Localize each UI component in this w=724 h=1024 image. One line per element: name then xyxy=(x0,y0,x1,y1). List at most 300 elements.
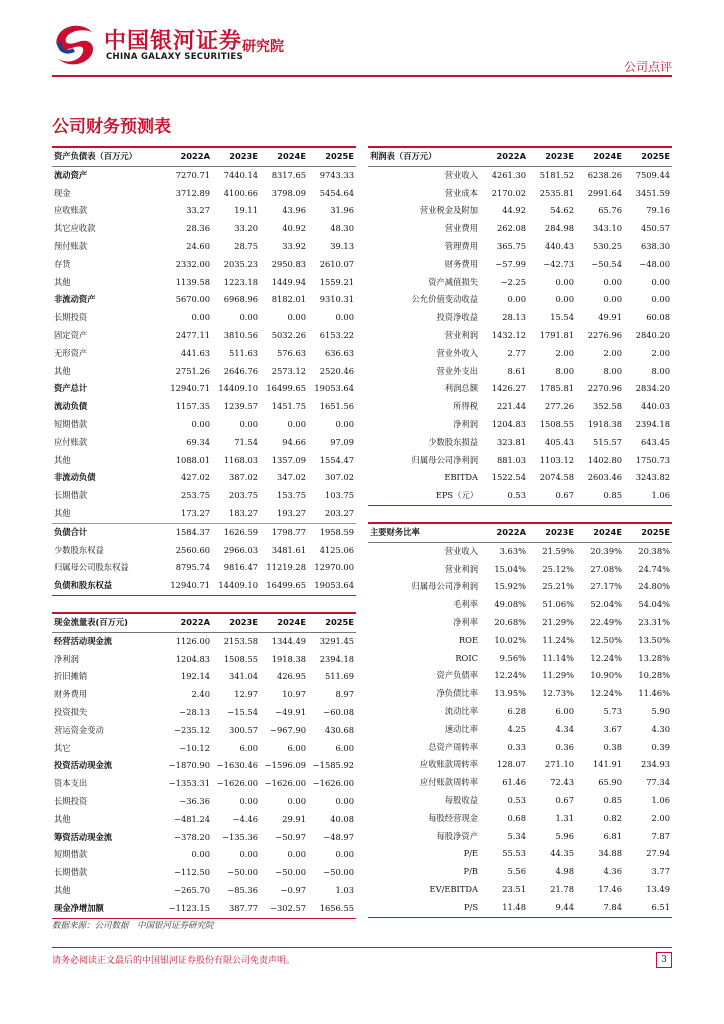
value-cell: 3.63% xyxy=(499,545,526,556)
income-statement-table xyxy=(368,146,672,506)
value-cell: 16499.65 xyxy=(266,383,306,394)
value-cell: 16499.65 xyxy=(260,577,308,595)
row-label: 流动负债 xyxy=(54,401,88,412)
value-cell: 6.00 xyxy=(555,705,574,716)
value-cell: −265.70 xyxy=(174,884,210,895)
value-cell: 3810.56 xyxy=(223,329,258,340)
value-cell: −15.54 xyxy=(227,706,258,717)
value-cell: −967.90 xyxy=(270,724,306,735)
value-cell: 19053.64 xyxy=(314,383,354,394)
value-cell: 1402.80 xyxy=(587,454,622,465)
table-row xyxy=(368,685,672,703)
row-label: 每股收益 xyxy=(444,794,478,805)
balance-sheet-table xyxy=(52,146,356,596)
value-cell: 11.29% xyxy=(542,670,574,681)
row-label: 其他 xyxy=(54,276,71,287)
value-cell: 5.56 xyxy=(507,866,526,877)
value-cell: 430.68 xyxy=(324,724,354,735)
value-cell: −1870.90 xyxy=(168,760,210,771)
value-cell: 1357.09 xyxy=(271,454,306,465)
header-rule xyxy=(52,75,672,77)
value-cell: 2751.26 xyxy=(175,365,210,376)
table-row xyxy=(52,434,356,452)
value-cell: 6.00 xyxy=(287,742,306,753)
value-cell: 29.91 xyxy=(282,813,306,824)
table-row xyxy=(368,667,672,685)
row-label: 每股经营现金 xyxy=(428,812,478,823)
value-cell: 77.34 xyxy=(646,777,670,788)
value-cell: −112.50 xyxy=(174,867,210,878)
value-cell: 10.97 xyxy=(282,689,306,700)
value-cell: 0.00 xyxy=(191,849,210,860)
value-cell: 0.00 xyxy=(287,312,306,323)
value-cell: 5181.52 xyxy=(539,169,574,180)
value-cell: 8.00 xyxy=(651,365,670,376)
table-row xyxy=(368,185,672,203)
value-cell: 1918.38 xyxy=(587,418,622,429)
cash-flow-table xyxy=(52,612,356,919)
row-label: 长期借款 xyxy=(54,867,88,878)
table-row xyxy=(52,256,356,274)
table-row xyxy=(52,651,356,669)
value-cell: 1785.81 xyxy=(539,383,574,394)
row-label: 营业费用 xyxy=(444,223,478,234)
value-cell: 1204.83 xyxy=(175,653,210,664)
value-cell: 97.09 xyxy=(330,436,354,447)
value-cell: 576.63 xyxy=(276,347,306,358)
row-label: ROIC xyxy=(455,652,478,663)
table-row xyxy=(368,220,672,238)
value-cell: 1103.12 xyxy=(539,454,574,465)
table-row xyxy=(368,561,672,579)
value-cell: −50.00 xyxy=(323,867,354,878)
value-cell: 2276.96 xyxy=(587,329,622,340)
value-cell: 28.36 xyxy=(186,223,210,234)
value-cell: 103.75 xyxy=(324,490,354,501)
value-cell: 33.92 xyxy=(282,240,306,251)
value-cell: 2560.60 xyxy=(175,544,210,555)
value-cell: 6.81 xyxy=(603,830,622,841)
table-row xyxy=(368,614,672,632)
value-cell: 2394.18 xyxy=(319,653,354,664)
row-label: 毛利率 xyxy=(453,599,478,610)
table-row xyxy=(52,882,356,900)
value-cell: 27.08% xyxy=(590,563,622,574)
value-cell: −135.36 xyxy=(222,831,258,842)
value-cell: 0.00 xyxy=(239,795,258,806)
value-cell: 12.24% xyxy=(590,688,622,699)
value-cell: 8.00 xyxy=(555,365,574,376)
table-row xyxy=(52,775,356,793)
value-cell: 141.91 xyxy=(592,759,622,770)
value-cell: −481.24 xyxy=(174,813,210,824)
year-header-cell: 2023E xyxy=(528,147,576,166)
table-row xyxy=(368,256,672,274)
value-cell: 9816.47 xyxy=(223,562,258,573)
value-cell: 234.93 xyxy=(640,759,670,770)
value-cell: 3798.09 xyxy=(271,187,306,198)
value-cell: 1626.59 xyxy=(212,523,260,541)
value-cell: 0.00 xyxy=(651,294,670,305)
value-cell: 1791.81 xyxy=(539,329,574,340)
value-cell: 2966.03 xyxy=(223,544,258,555)
value-cell: 0.00 xyxy=(507,294,526,305)
value-cell: 2535.81 xyxy=(539,187,574,198)
table-row xyxy=(52,274,356,292)
value-cell: 3481.61 xyxy=(271,544,306,555)
row-label: 营业利润 xyxy=(444,329,478,340)
value-cell: 19053.64 xyxy=(308,577,356,595)
value-cell: 300.57 xyxy=(228,724,258,735)
value-cell: 2573.12 xyxy=(271,365,306,376)
value-cell: 21.78 xyxy=(550,883,574,894)
value-cell: −36.36 xyxy=(179,795,210,806)
value-cell: 6968.96 xyxy=(223,294,258,305)
value-cell: 2074.58 xyxy=(539,472,574,483)
year-header-cell: 2025E xyxy=(308,613,356,632)
value-cell: 2332.00 xyxy=(175,258,210,269)
row-label: 长期投资 xyxy=(54,795,88,806)
row-label: 应收账款周转率 xyxy=(419,759,478,770)
table-title-cell: 现金流量表(百万元) xyxy=(52,613,164,632)
value-cell: 1451.75 xyxy=(271,401,306,412)
value-cell: 43.96 xyxy=(282,205,306,216)
row-label: 净负债比率 xyxy=(436,688,478,699)
value-cell: 6238.26 xyxy=(587,169,622,180)
value-cell: 193.27 xyxy=(276,507,306,518)
value-cell: 65.90 xyxy=(598,777,622,788)
value-cell: 203.27 xyxy=(324,507,354,518)
value-cell: 25.12% xyxy=(542,563,574,574)
value-cell: −49.91 xyxy=(275,706,306,717)
page-title: 公司财务预测表 xyxy=(52,117,171,137)
value-cell: 13.49 xyxy=(646,883,670,894)
value-cell: 3.67 xyxy=(603,723,622,734)
row-label: 营业税金及附加 xyxy=(419,205,478,216)
row-label: 投资活动现金流 xyxy=(54,760,113,771)
year-header-cell: 2025E xyxy=(624,147,672,166)
value-cell: 28.13 xyxy=(502,312,526,323)
table-row xyxy=(52,829,356,847)
value-cell: 48.30 xyxy=(330,223,354,234)
row-label: 净利率 xyxy=(453,616,478,627)
value-cell: 405.43 xyxy=(544,436,574,447)
table-row xyxy=(52,185,356,203)
row-label: 长期借款 xyxy=(54,490,88,501)
value-cell: 0.00 xyxy=(287,849,306,860)
value-cell: 262.08 xyxy=(496,223,526,234)
value-cell: 13.28% xyxy=(638,652,670,663)
row-label: 营业成本 xyxy=(444,187,478,198)
value-cell: 1223.18 xyxy=(223,276,258,287)
table-row xyxy=(368,309,672,327)
value-cell: 54.62 xyxy=(550,205,574,216)
value-cell: 1088.01 xyxy=(175,454,210,465)
row-label: 其他 xyxy=(54,365,71,376)
value-cell: 0.85 xyxy=(603,794,622,805)
table-row xyxy=(368,774,672,792)
value-cell: 3243.82 xyxy=(635,472,670,483)
value-cell: 40.08 xyxy=(330,813,354,824)
year-header-cell: 2025E xyxy=(308,147,356,166)
value-cell: 2.40 xyxy=(191,689,210,700)
row-label: 其他 xyxy=(54,454,71,465)
year-header-cell: 2024E xyxy=(260,613,308,632)
value-cell: 284.98 xyxy=(544,223,574,234)
year-header-cell: 2022A xyxy=(480,147,528,166)
value-cell: 203.75 xyxy=(228,490,258,501)
table-row xyxy=(368,542,672,560)
table-row xyxy=(368,363,672,381)
value-cell: 5.34 xyxy=(507,830,526,841)
year-header-cell: 2023E xyxy=(528,523,576,542)
row-label: 流动比率 xyxy=(444,705,478,716)
value-cell: 277.26 xyxy=(544,401,574,412)
value-cell: 0.38 xyxy=(603,741,622,752)
table-row xyxy=(368,828,672,846)
value-cell: 5.90 xyxy=(651,705,670,716)
value-cell: 307.02 xyxy=(324,472,354,483)
value-cell: 6.51 xyxy=(624,899,672,917)
value-cell: 0.00 xyxy=(603,276,622,287)
value-cell: 0.00 xyxy=(335,418,354,429)
value-cell: 1432.12 xyxy=(491,329,526,340)
value-cell: 2.00 xyxy=(555,347,574,358)
value-cell: 5.96 xyxy=(555,830,574,841)
value-cell: 6.28 xyxy=(507,705,526,716)
value-cell: 2.00 xyxy=(603,347,622,358)
value-cell: 19.11 xyxy=(234,205,258,216)
value-cell: 0.00 xyxy=(603,294,622,305)
row-label: 其他 xyxy=(54,813,71,824)
table-row xyxy=(368,469,672,487)
value-cell: 20.38% xyxy=(638,545,670,556)
table-row xyxy=(368,756,672,774)
year-header-cell: 2025E xyxy=(624,523,672,542)
value-cell: 347.02 xyxy=(276,472,306,483)
value-cell: 1559.21 xyxy=(319,276,354,287)
value-cell: 426.95 xyxy=(276,671,306,682)
value-cell: 20.68% xyxy=(494,616,526,627)
value-cell: 3291.45 xyxy=(319,635,354,646)
value-cell: 3712.89 xyxy=(175,187,210,198)
value-cell: −50.54 xyxy=(591,258,622,269)
row-label: 营业收入 xyxy=(444,169,478,180)
value-cell: 2840.20 xyxy=(635,329,670,340)
row-label: 其它 xyxy=(54,742,71,753)
value-cell: 0.00 xyxy=(239,418,258,429)
row-label: 所得税 xyxy=(453,401,478,412)
value-cell: −0.97 xyxy=(280,884,306,895)
value-cell: 24.60 xyxy=(186,240,210,251)
row-label: 筹资活动现金流 xyxy=(54,831,113,842)
value-cell: 173.27 xyxy=(180,507,210,518)
value-cell: 15.04% xyxy=(494,563,526,574)
value-cell: 511.63 xyxy=(228,347,258,358)
row-label: EV/EBITDA xyxy=(429,883,478,894)
value-cell: 881.03 xyxy=(496,454,526,465)
row-label: 现金 xyxy=(54,187,71,198)
table-row xyxy=(368,345,672,363)
table-row xyxy=(52,398,356,416)
row-label: 固定资产 xyxy=(54,329,88,340)
table-row xyxy=(368,487,672,505)
value-cell: −50.00 xyxy=(275,867,306,878)
value-cell: 7440.14 xyxy=(223,169,258,180)
table-row xyxy=(52,220,356,238)
table-row xyxy=(52,559,356,577)
value-cell: 5670.00 xyxy=(175,294,210,305)
value-cell: 15.92% xyxy=(494,581,526,592)
table-row xyxy=(52,238,356,256)
row-label: 财务费用 xyxy=(444,258,478,269)
table-row xyxy=(52,704,356,722)
value-cell: 52.04% xyxy=(590,599,622,610)
value-cell: −1123.15 xyxy=(164,900,212,918)
table-row xyxy=(368,202,672,220)
page-number: 3 xyxy=(656,952,672,968)
row-label: EBITDA xyxy=(444,472,478,483)
value-cell: 2520.46 xyxy=(319,365,354,376)
value-cell: 11.14% xyxy=(542,652,574,663)
value-cell: 55.53 xyxy=(502,848,526,859)
value-cell: 13.95% xyxy=(494,688,526,699)
table-row xyxy=(368,398,672,416)
value-cell: 0.39 xyxy=(651,741,670,752)
value-cell: 2477.11 xyxy=(175,329,210,340)
value-cell: 0.00 xyxy=(335,849,354,860)
value-cell: 0.53 xyxy=(507,794,526,805)
logo-chinese-name: 中国银河证券 xyxy=(104,29,243,54)
value-cell: 12.50% xyxy=(590,634,622,645)
table-row xyxy=(368,810,672,828)
row-label: 总资产周转率 xyxy=(428,741,478,752)
table-row xyxy=(368,721,672,739)
value-cell: 1139.58 xyxy=(175,276,210,287)
value-cell: 11219.28 xyxy=(266,562,306,573)
value-cell: 20.39% xyxy=(590,545,622,556)
value-cell: 1554.47 xyxy=(319,454,354,465)
value-cell: 1239.57 xyxy=(223,401,258,412)
row-label: 其他 xyxy=(54,884,71,895)
table-row xyxy=(368,238,672,256)
value-cell: 21.59% xyxy=(542,545,574,556)
value-cell: 183.27 xyxy=(228,507,258,518)
value-cell: 1656.55 xyxy=(308,900,356,918)
value-cell: 9.44 xyxy=(528,899,576,917)
value-cell: 10.90% xyxy=(590,670,622,681)
table-row xyxy=(368,863,672,881)
value-cell: 23.51 xyxy=(502,883,526,894)
row-label: 长期投资 xyxy=(54,312,88,323)
row-label: 现金净增加额 xyxy=(52,900,164,918)
value-cell: 11.48 xyxy=(480,899,528,917)
value-cell: −10.12 xyxy=(179,742,210,753)
row-label: 每股净资产 xyxy=(436,830,478,841)
value-cell: 21.29% xyxy=(542,616,574,627)
row-label: 营业外支出 xyxy=(436,365,478,376)
value-cell: 0.68 xyxy=(507,812,526,823)
value-cell: 8.00 xyxy=(603,365,622,376)
financial-ratios-table xyxy=(368,522,672,918)
row-label: 管理费用 xyxy=(444,240,478,251)
row-label: 归属母公司股东权益 xyxy=(54,562,129,573)
value-cell: −85.36 xyxy=(227,884,258,895)
value-cell: 128.07 xyxy=(496,759,526,770)
value-cell: 7.87 xyxy=(651,830,670,841)
value-cell: 2.77 xyxy=(507,347,526,358)
value-cell: 61.46 xyxy=(502,777,526,788)
value-cell: 0.85 xyxy=(576,487,624,505)
table-row xyxy=(52,363,356,381)
value-cell: 1.31 xyxy=(555,812,574,823)
value-cell: 2991.64 xyxy=(587,187,622,198)
table-row xyxy=(52,686,356,704)
table-title-cell: 资产负债表（百万元） xyxy=(52,147,164,166)
value-cell: 51.06% xyxy=(542,599,574,610)
value-cell: 2.00 xyxy=(651,347,670,358)
value-cell: 12.73% xyxy=(542,688,574,699)
value-cell: 0.00 xyxy=(191,418,210,429)
table-row xyxy=(368,274,672,292)
table-row xyxy=(52,793,356,811)
table-row xyxy=(368,578,672,596)
table-row xyxy=(52,416,356,434)
table-row xyxy=(52,345,356,363)
row-label: 流动资产 xyxy=(54,169,88,180)
value-cell: 440.03 xyxy=(640,401,670,412)
value-cell: 450.57 xyxy=(640,223,670,234)
value-cell: 2603.46 xyxy=(587,472,622,483)
value-cell: 1449.94 xyxy=(271,276,306,287)
value-cell: 12940.71 xyxy=(170,383,210,394)
value-cell: 9.56% xyxy=(499,652,526,663)
value-cell: 22.49% xyxy=(590,616,622,627)
value-cell: 9310.31 xyxy=(319,294,354,305)
row-label: 归属母公司净利润 xyxy=(411,581,478,592)
value-cell: 1.06 xyxy=(624,487,672,505)
table-row xyxy=(368,703,672,721)
table-row xyxy=(368,327,672,345)
value-cell: 192.14 xyxy=(180,671,210,682)
value-cell: 0.00 xyxy=(555,294,574,305)
value-cell: 1426.27 xyxy=(491,383,526,394)
value-cell: 1584.37 xyxy=(164,523,212,541)
value-cell: 636.63 xyxy=(324,347,354,358)
value-cell: 0.00 xyxy=(191,312,210,323)
year-header-cell: 2022A xyxy=(164,613,212,632)
value-cell: 9743.33 xyxy=(319,169,354,180)
value-cell: 4261.30 xyxy=(491,169,526,180)
value-cell: 343.10 xyxy=(592,223,622,234)
value-cell: 24.74% xyxy=(638,563,670,574)
value-cell: 60.08 xyxy=(646,312,670,323)
value-cell: 2153.58 xyxy=(223,635,258,646)
year-header-cell: 2024E xyxy=(576,523,624,542)
row-label: 净利润 xyxy=(54,653,79,664)
value-cell: 0.00 xyxy=(651,276,670,287)
value-cell: 10.28% xyxy=(638,670,670,681)
value-cell: 1750.73 xyxy=(635,454,670,465)
value-cell: 8182.01 xyxy=(271,294,306,305)
value-cell: −1626.00 xyxy=(216,778,258,789)
table-row xyxy=(52,505,356,523)
value-cell: 1651.56 xyxy=(319,401,354,412)
table-row xyxy=(52,291,356,309)
value-cell: 440.43 xyxy=(544,240,574,251)
row-label: 资本支出 xyxy=(54,778,88,789)
table-row xyxy=(368,632,672,650)
